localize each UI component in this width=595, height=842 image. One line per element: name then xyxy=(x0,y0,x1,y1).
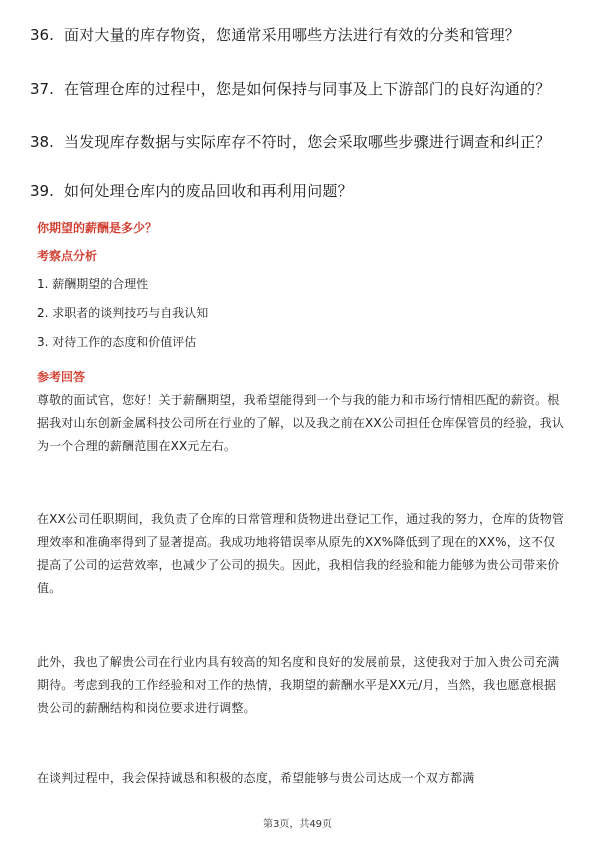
question-37 xyxy=(30,78,570,100)
salary-question-heading: 你期望的薪酬是多少？ xyxy=(37,221,158,235)
question-text: 在管理仓库的过程中，您是如何保持与同事及上下游部门的良好沟通的？ xyxy=(64,80,551,98)
question-number: 39. xyxy=(30,182,54,200)
answer-paragraph-1: 尊敬的面试官，您好！关于薪酬期望，我希望能得到一个与我的能力和市场行情相匹配的薪资。根据我对山东创新金属科技公司所在行业的了解，以及我之前在XX公司担任仓库保管员的经验，我认为一个合理的薪酬范围在XX元左右。 xyxy=(37,393,565,453)
question-number: 38. xyxy=(30,133,54,151)
analysis-heading: 考察点分析 xyxy=(37,249,98,263)
analysis-item-2: 2. 求职者的谈判技巧与自我认知 xyxy=(37,306,209,320)
question-text: 当发现库存数据与实际库存不符时，您会采取哪些步骤进行调查和纠正？ xyxy=(64,133,551,151)
question-39 xyxy=(30,180,570,202)
answer-paragraph-4: 在谈判过程中，我会保持诚恳和积极的态度，希望能够与贵公司达成一个双方都满 xyxy=(37,771,475,785)
question-number: 37. xyxy=(30,80,54,98)
analysis-item-1: 1. 薪酬期望的合理性 xyxy=(37,277,149,291)
analysis-item-3: 3. 对待工作的态度和价值评估 xyxy=(37,335,197,349)
answer-paragraph-3: 此外，我也了解贵公司在行业内具有较高的知名度和良好的发展前景，这使我对于加入贵公司充满期待。考虑到我的工作经验和对工作的热情，我期望的薪酬水平是XX元/月，当然，我也愿意根据贵公司的薪酬结构和岗位要求进行调整。 xyxy=(37,655,560,715)
question-38 xyxy=(30,131,570,153)
question-text: 如何处理仓库内的废品回收和再利用问题？ xyxy=(64,182,353,200)
question-36 xyxy=(30,24,570,46)
question-number: 36. xyxy=(30,26,54,44)
answer-heading: 参考回答 xyxy=(37,370,86,384)
answer-paragraph-2: 在XX公司任职期间，我负责了仓库的日常管理和货物进出登记工作，通过我的努力，仓库的货物管理效率和准确率得到了显著提高。我成功地将错误率从原先的XX%降低到了现在的XX%，这不仅提高了公司的运营效率，也减少了公司的损失。因此，我相信我的经验和能力能够为贵公司带来价值。 xyxy=(37,512,565,595)
page-footer: 第3页，共49页 xyxy=(262,819,333,830)
question-text: 面对大量的库存物资，您通常采用哪些方法进行有效的分类和管理？ xyxy=(64,26,521,44)
